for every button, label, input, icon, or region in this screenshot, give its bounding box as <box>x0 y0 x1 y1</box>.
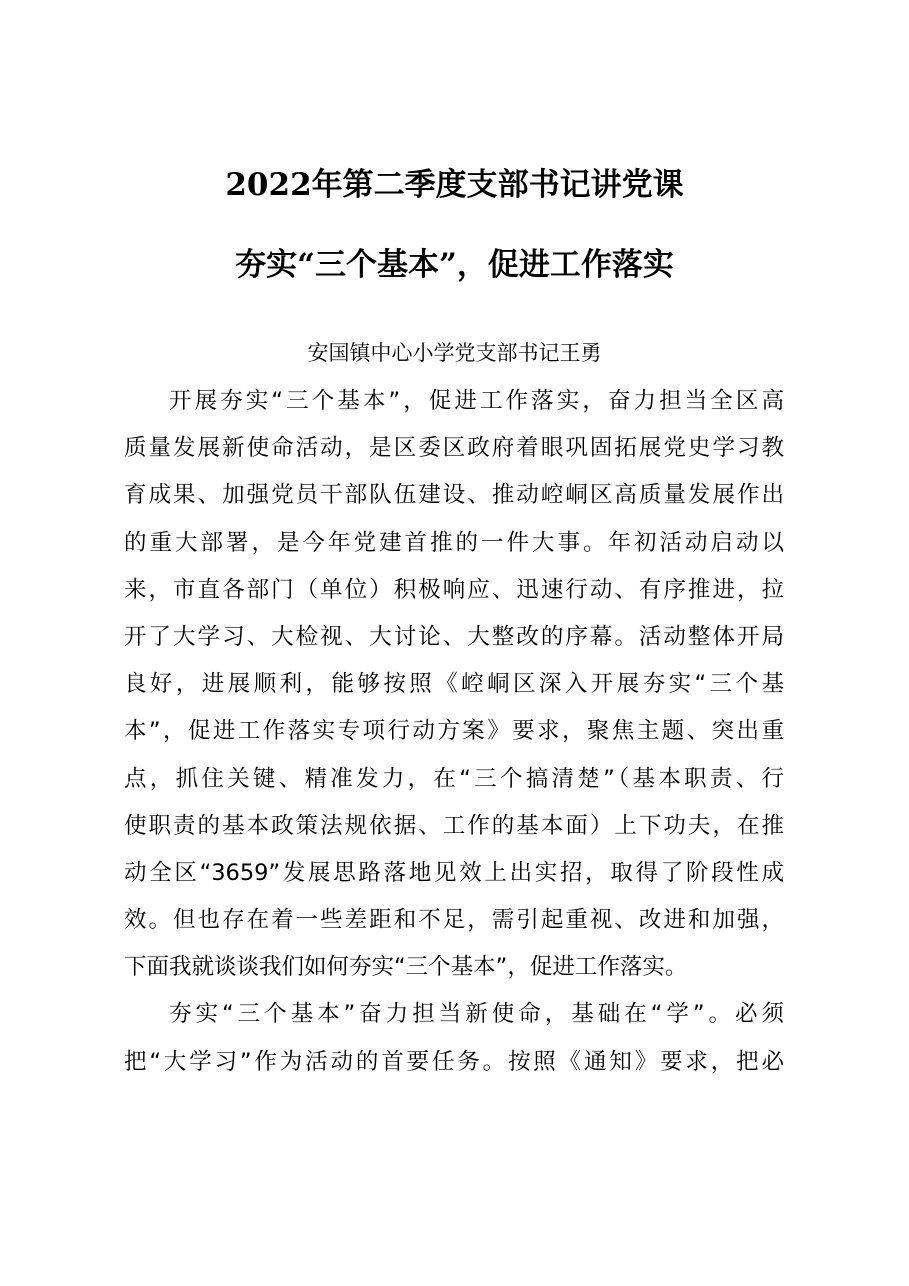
paragraph-line: 效。但也存在着一些差距和不足，需引起重视、改进和加强， <box>124 907 784 934</box>
paragraph-line: 动全区“3659”发展思路落地见效上出实招，取得了阶段性成 <box>124 859 784 886</box>
paragraph-line: 夯实“三个基本”奋力担当新使命，基础在“学”。必须 <box>169 1001 784 1028</box>
paragraph-line: 使职责的基本政策法规依据、工作的基本面）上下功夫，在推 <box>124 812 784 839</box>
paragraph-line: 把“大学习”作为活动的首要任务。按照《通知》要求，把必 <box>124 1048 784 1075</box>
paragraph-line: 开展夯实“三个基本”，促进工作落实，奋力担当全区高 <box>169 388 784 414</box>
paragraph-line: 本”，促进工作落实专项行动方案》要求，聚焦主题、突出重 <box>124 718 784 745</box>
paragraph-line: 开了大学习、大检视、大讨论、大整改的序幕。活动整体开局 <box>124 623 784 650</box>
document-subtitle: 夯实“三个基本”，促进工作落实 <box>235 247 674 283</box>
paragraph-line: 下面我就谈谈我们如何夯实“三个基本”，促进工作落实。 <box>124 954 688 981</box>
document-body <box>124 378 784 1086</box>
paragraph-1 <box>124 378 784 991</box>
paragraph-2 <box>124 991 784 1085</box>
paragraph-line: 的重大部署，是今年党建首推的一件大事。年初活动启动以 <box>124 529 784 556</box>
paragraph-line: 来，市直各部门（单位）积极响应、迅速行动、有序推进，拉 <box>124 576 784 603</box>
author-line: 安国镇中心小学党支部书记王勇 <box>307 341 602 365</box>
document-title: 2022年第二季度支部书记讲党课 <box>225 167 684 203</box>
paragraph-line: 育成果、加强党员干部队伍建设、推动崆峒区高质量发展作出 <box>124 482 784 509</box>
paragraph-line: 点，抓住关键、精准发力，在“三个搞清楚”（基本职责、行 <box>124 765 784 792</box>
paragraph-line: 良好，进展顺利，能够按照《崆峒区深入开展夯实“三个基 <box>124 671 784 698</box>
paragraph-line: 质量发展新使命活动，是区委区政府着眼巩固拓展党史学习教 <box>124 435 784 462</box>
